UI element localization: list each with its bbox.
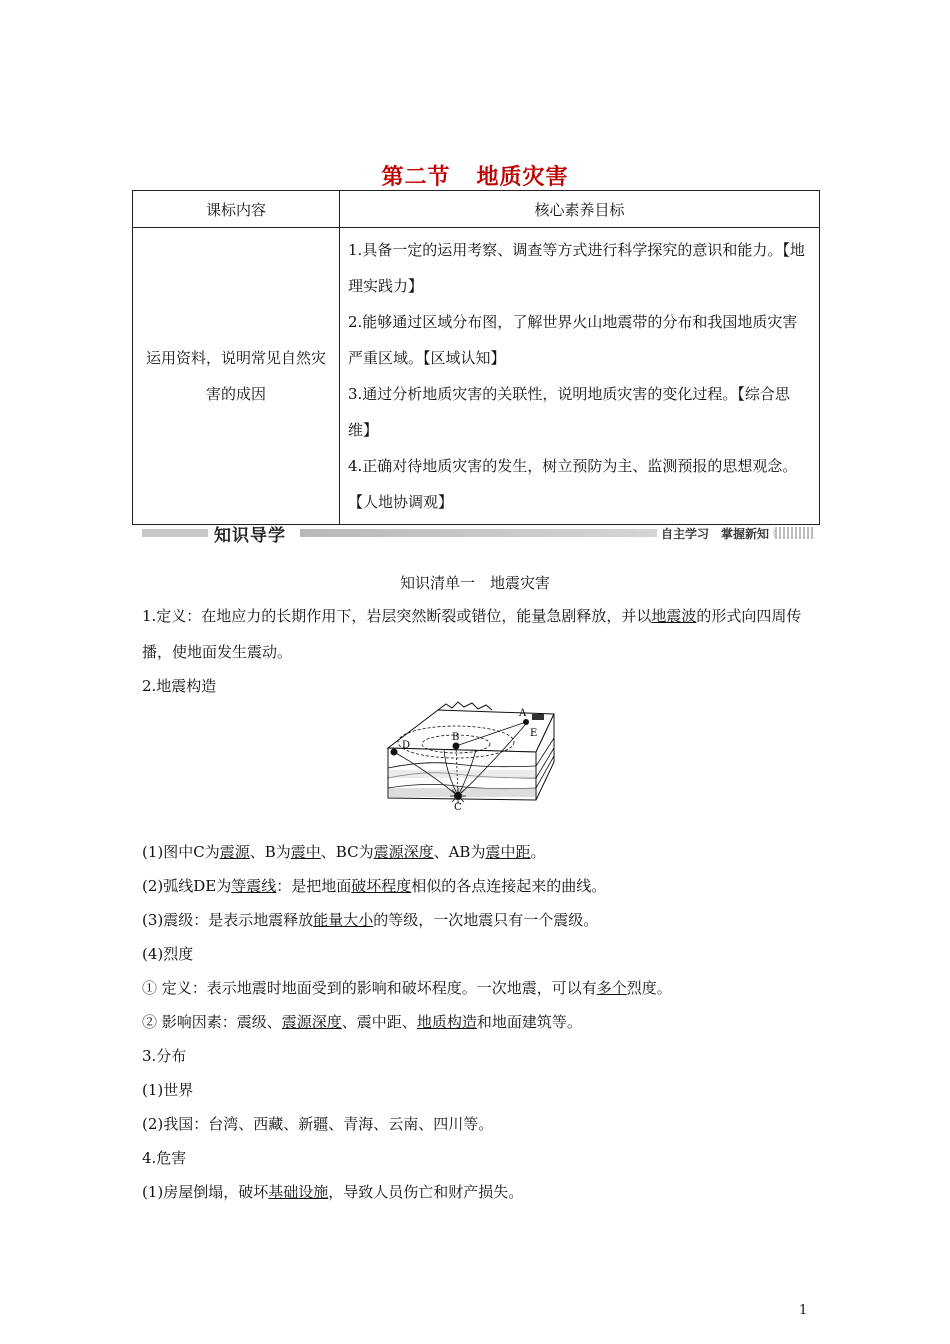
text: (3)震级：是表示地震释放 xyxy=(142,911,314,929)
structure-heading: 2.地震构造 xyxy=(142,677,217,695)
section-heading: 知识清单一 地震灾害 xyxy=(399,574,550,592)
key-term: 震源 xyxy=(219,843,250,861)
banner-tail: 自主学习 掌握新知 xyxy=(657,525,773,542)
point-1 xyxy=(142,834,818,870)
earthquake-structure-diagram xyxy=(386,700,560,812)
text: ② 影响因素：震级、 xyxy=(142,1013,282,1031)
label-b: B xyxy=(452,732,460,743)
text: 、B为 xyxy=(249,843,291,861)
text: 、BC为 xyxy=(320,843,374,861)
key-term: 基础设施 xyxy=(268,1183,329,1201)
distribution-heading: 3.分布 xyxy=(142,1047,187,1065)
harm-1 xyxy=(142,1174,818,1210)
point-2 xyxy=(142,868,818,904)
page-number: 1 xyxy=(799,1303,808,1318)
key-term: 震源深度 xyxy=(281,1013,342,1031)
header-standard: 课标内容 xyxy=(133,191,340,228)
goal-item: 4.正确对待地质灾害的发生，树立预防为主、监测预报的思想观念。【人地协调观】 xyxy=(348,457,798,511)
building-icon xyxy=(532,714,544,720)
key-term: 破坏程度 xyxy=(351,877,412,895)
key-term: 地震波 xyxy=(651,607,697,625)
text: ① 定义：表示地震时地面受到的影响和破坏程度。一次地震，可以有 xyxy=(142,979,597,997)
harm-heading: 4.危害 xyxy=(142,1149,187,1167)
point-4a xyxy=(142,970,818,1006)
distribution-world: (1)世界 xyxy=(142,1081,194,1099)
key-term: 震源深度 xyxy=(373,843,434,861)
text: 和地面建筑等。 xyxy=(476,1013,582,1031)
text: ：是把地面 xyxy=(276,877,352,895)
label-d: D xyxy=(402,740,411,751)
key-term: 多个 xyxy=(596,979,627,997)
text: 1.定义：在地应力的长期作用下，岩层突然断裂或错位，能量急剧释放，并以 xyxy=(142,607,652,625)
point-4: (4)烈度 xyxy=(142,945,194,963)
banner-bar-left xyxy=(142,529,208,537)
goals-list xyxy=(340,228,820,525)
label-c: C xyxy=(454,802,462,812)
section-banner xyxy=(142,521,815,545)
standard-content: 运用资料，说明常见自然灾害的成因 xyxy=(133,228,340,525)
key-term: 震中距 xyxy=(485,843,531,861)
key-term: 等震线 xyxy=(231,877,277,895)
point-3 xyxy=(142,902,818,938)
banner-name: 知识导学 xyxy=(214,526,286,546)
title-part2: 地质灾害 xyxy=(476,165,569,190)
page-title xyxy=(0,160,950,191)
text: ，导致人员伤亡和财产损失。 xyxy=(328,1183,524,1201)
text: (1)图中C为 xyxy=(142,843,220,861)
text: 烈度。 xyxy=(626,979,672,997)
text: (2)弧线DE为 xyxy=(142,877,232,895)
text: 。 xyxy=(530,843,546,861)
header-goals: 核心素养目标 xyxy=(340,191,820,228)
banner-hatch xyxy=(775,527,815,539)
text: 相似的各点连接起来的曲线。 xyxy=(411,877,607,895)
definition-paragraph xyxy=(142,598,818,670)
goal-item: 1.具备一定的运用考察、调查等方式进行科学探究的意识和能力。【地理实践力】 xyxy=(348,241,805,295)
distribution-china: (2)我国：台湾、西藏、新疆、青海、云南、四川等。 xyxy=(142,1115,494,1133)
point-a xyxy=(523,719,529,725)
goal-item: 3.通过分析地质灾害的关联性，说明地质灾害的变化过程。【综合思维】 xyxy=(348,385,790,439)
label-e: E xyxy=(530,728,538,739)
point-4b xyxy=(142,1004,818,1040)
strata-texture xyxy=(389,770,535,778)
goals-table xyxy=(132,190,820,525)
label-a: A xyxy=(519,708,527,719)
key-term: 地质构造 xyxy=(416,1013,477,1031)
point-b xyxy=(453,743,460,750)
text: 、震中距、 xyxy=(341,1013,417,1031)
title-part1: 第二节 xyxy=(381,165,451,190)
key-term: 震中 xyxy=(290,843,321,861)
text: 、AB为 xyxy=(433,843,486,861)
mountain-ridge xyxy=(438,702,492,710)
text: 的形式向四周传播，使地面发生震动。 xyxy=(142,607,802,661)
point-d xyxy=(391,749,398,756)
goal-item: 2.能够通过区域分布图，了解世界火山地震带的分布和我国地质灾害严重区域。【区域认知】 xyxy=(348,313,798,367)
text: 的等级，一次地震只有一个震级。 xyxy=(373,911,599,929)
text: (1)房屋倒塌，破坏 xyxy=(142,1183,269,1201)
key-term: 能量大小 xyxy=(313,911,374,929)
